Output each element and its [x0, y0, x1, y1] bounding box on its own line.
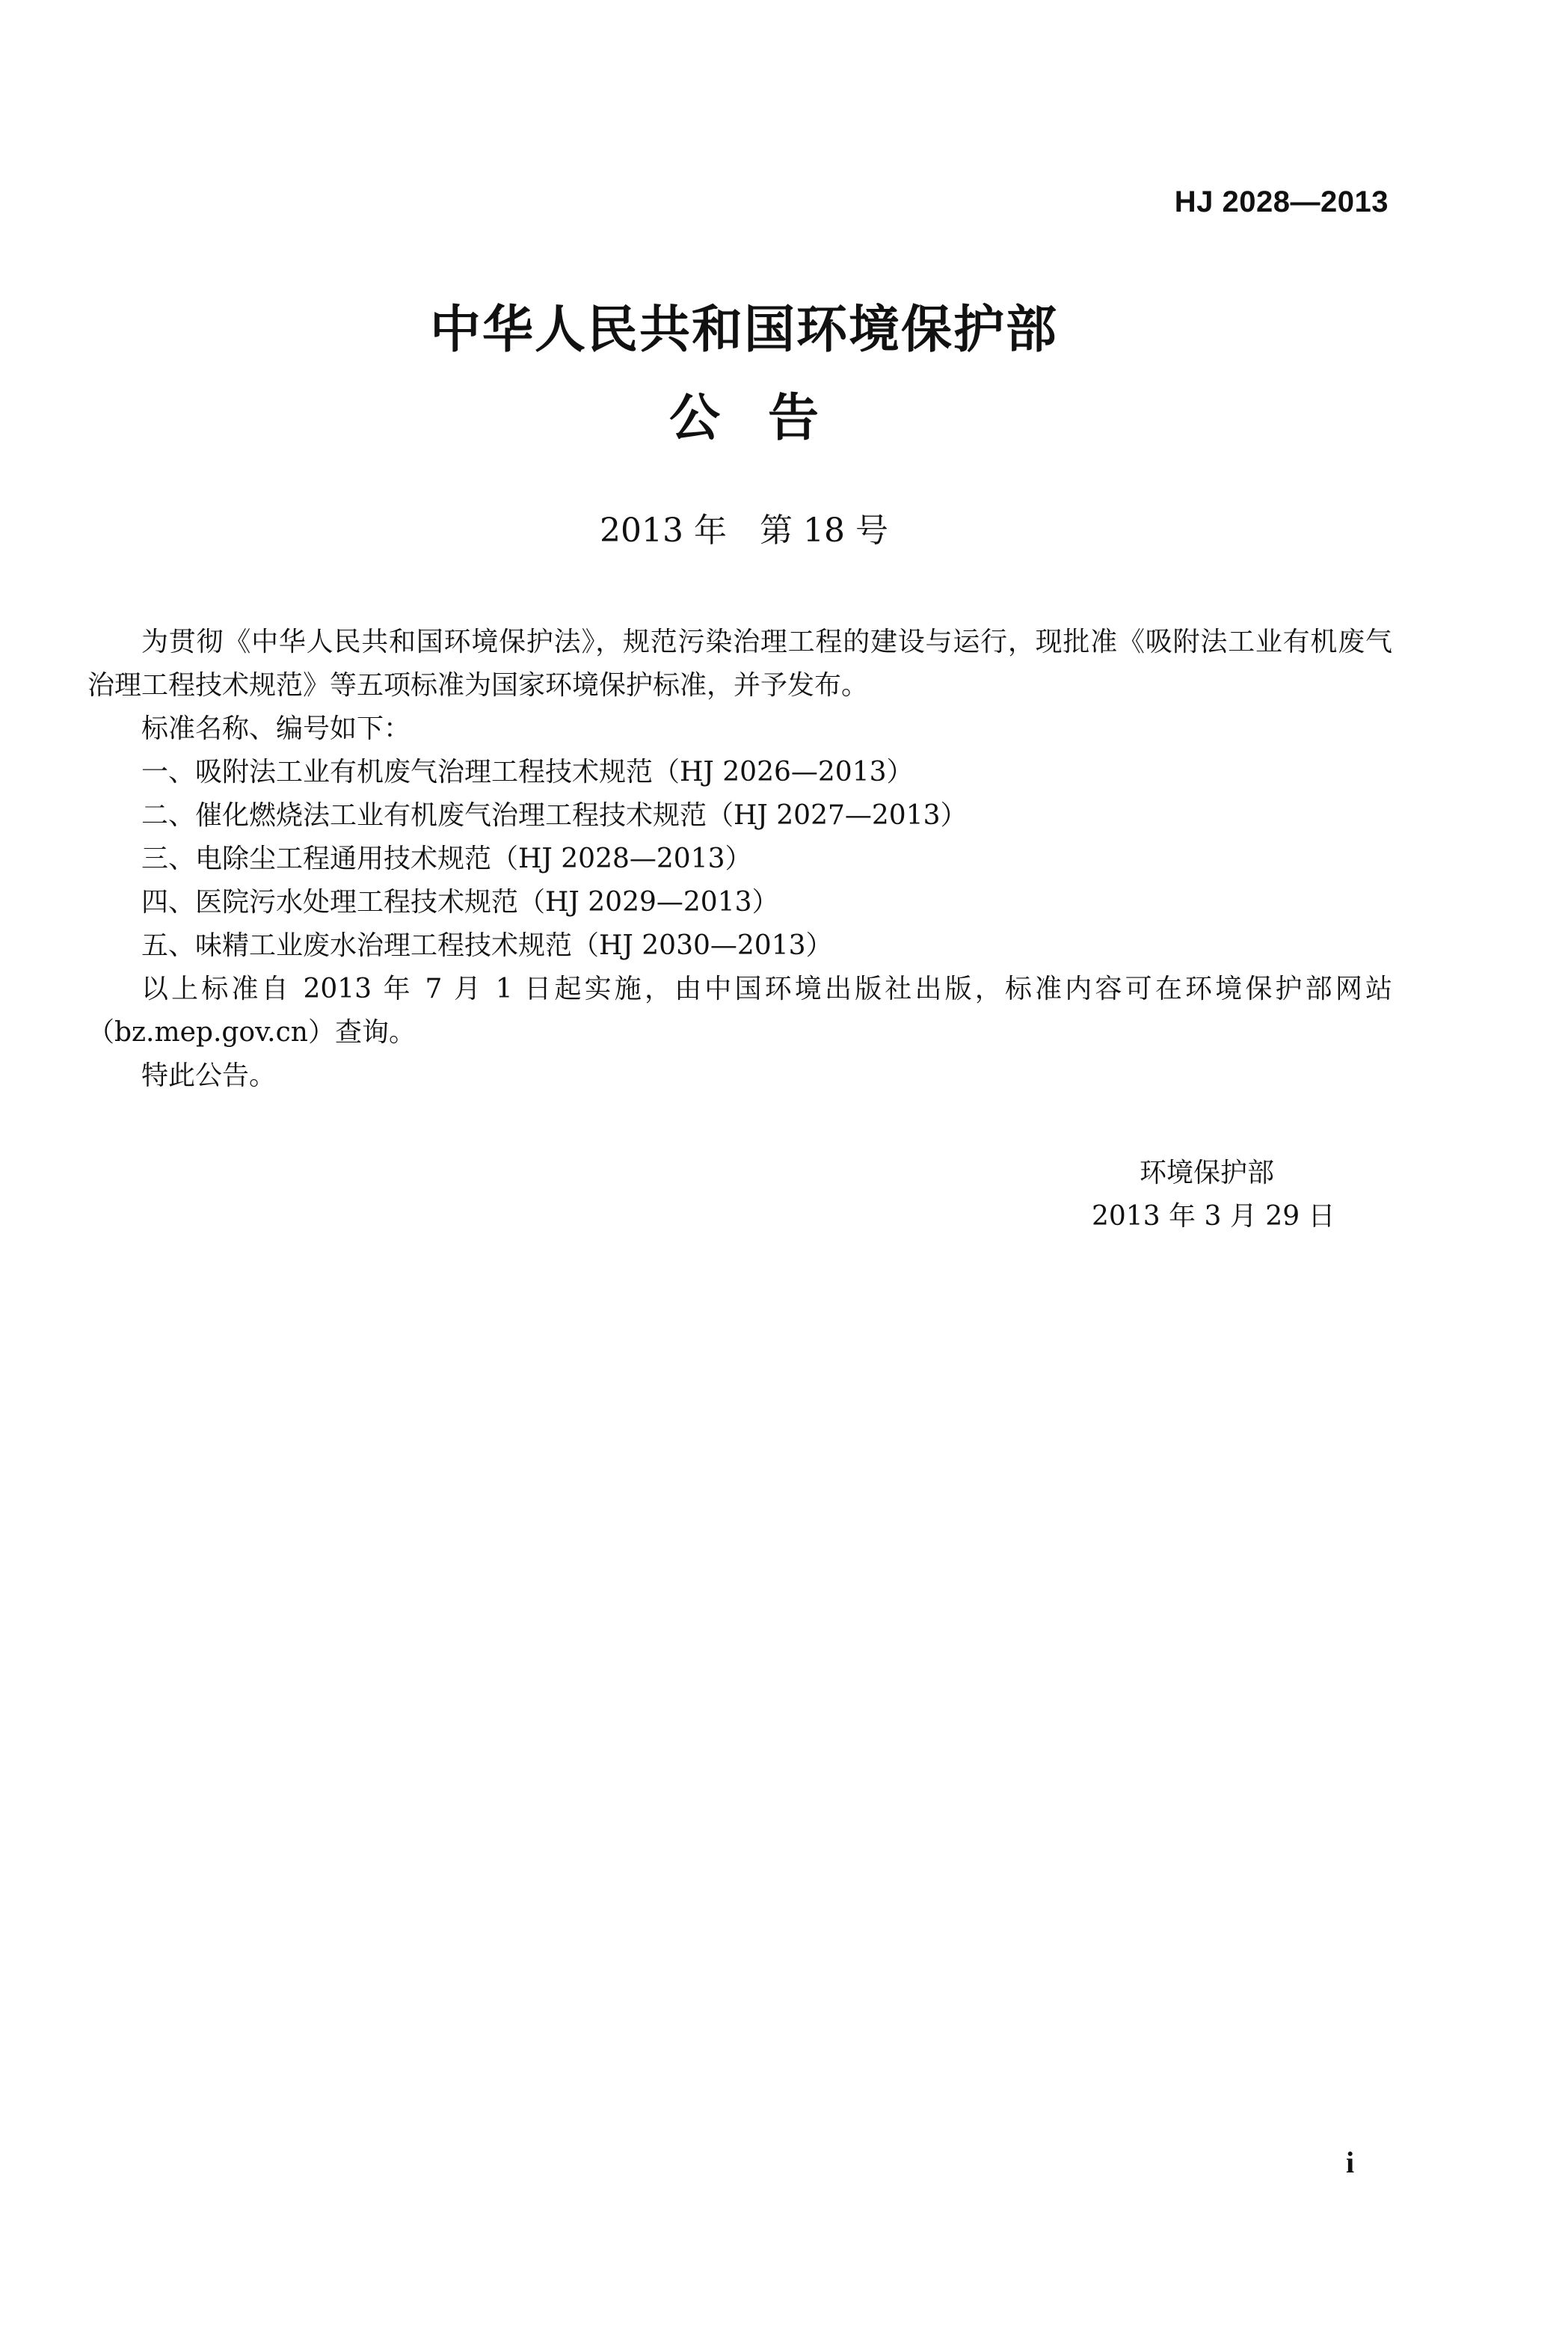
notice-title: 公告	[668, 389, 867, 448]
signing-organization: 环境保护部	[1140, 1158, 1275, 1188]
signing-date: 2013 年 3 月 29 日	[1092, 1201, 1335, 1232]
standards-list	[87, 751, 1392, 968]
notice-body	[87, 621, 1392, 1098]
list-heading: 标准名称、编号如下：	[141, 713, 411, 744]
closing-paragraph: 特此公告。	[141, 1060, 277, 1091]
standard-item: 二、催化燃烧法工业有机废气治理工程技术规范（HJ 2027—2013）	[141, 800, 968, 831]
intro-paragraph: 为贯彻《中华人民共和国环境保护法》，规范污染治理工程的建设与运行，现批准《吸附法工业有机废气治理工程技术规范》等五项标准为国家环境保护标准，并予发布。	[87, 627, 1392, 701]
issue-number: 2013 年 第 18 号	[600, 512, 888, 550]
page-number: i	[1346, 2146, 1355, 2179]
standard-code: HJ 2028—2013	[1174, 185, 1389, 218]
ministry-title: 中华人民共和国环境保护部	[429, 301, 1058, 360]
signature-block	[1092, 1152, 1361, 1238]
implementation-paragraph: 以上标准自 2013 年 7 月 1 日起实施，由中国环境出版社出版，标准内容可在环境保护部网站（bz.mep.gov.cn）查询。	[87, 974, 1392, 1048]
standard-item: 五、味精工业废水治理工程技术规范（HJ 2030—2013）	[141, 930, 833, 961]
standard-item: 三、电除尘工程通用技术规范（HJ 2028—2013）	[141, 844, 752, 874]
standard-item: 一、吸附法工业有机废气治理工程技术规范（HJ 2026—2013）	[141, 757, 914, 787]
standard-item: 四、医院污水处理工程技术规范（HJ 2029—2013）	[141, 887, 779, 918]
